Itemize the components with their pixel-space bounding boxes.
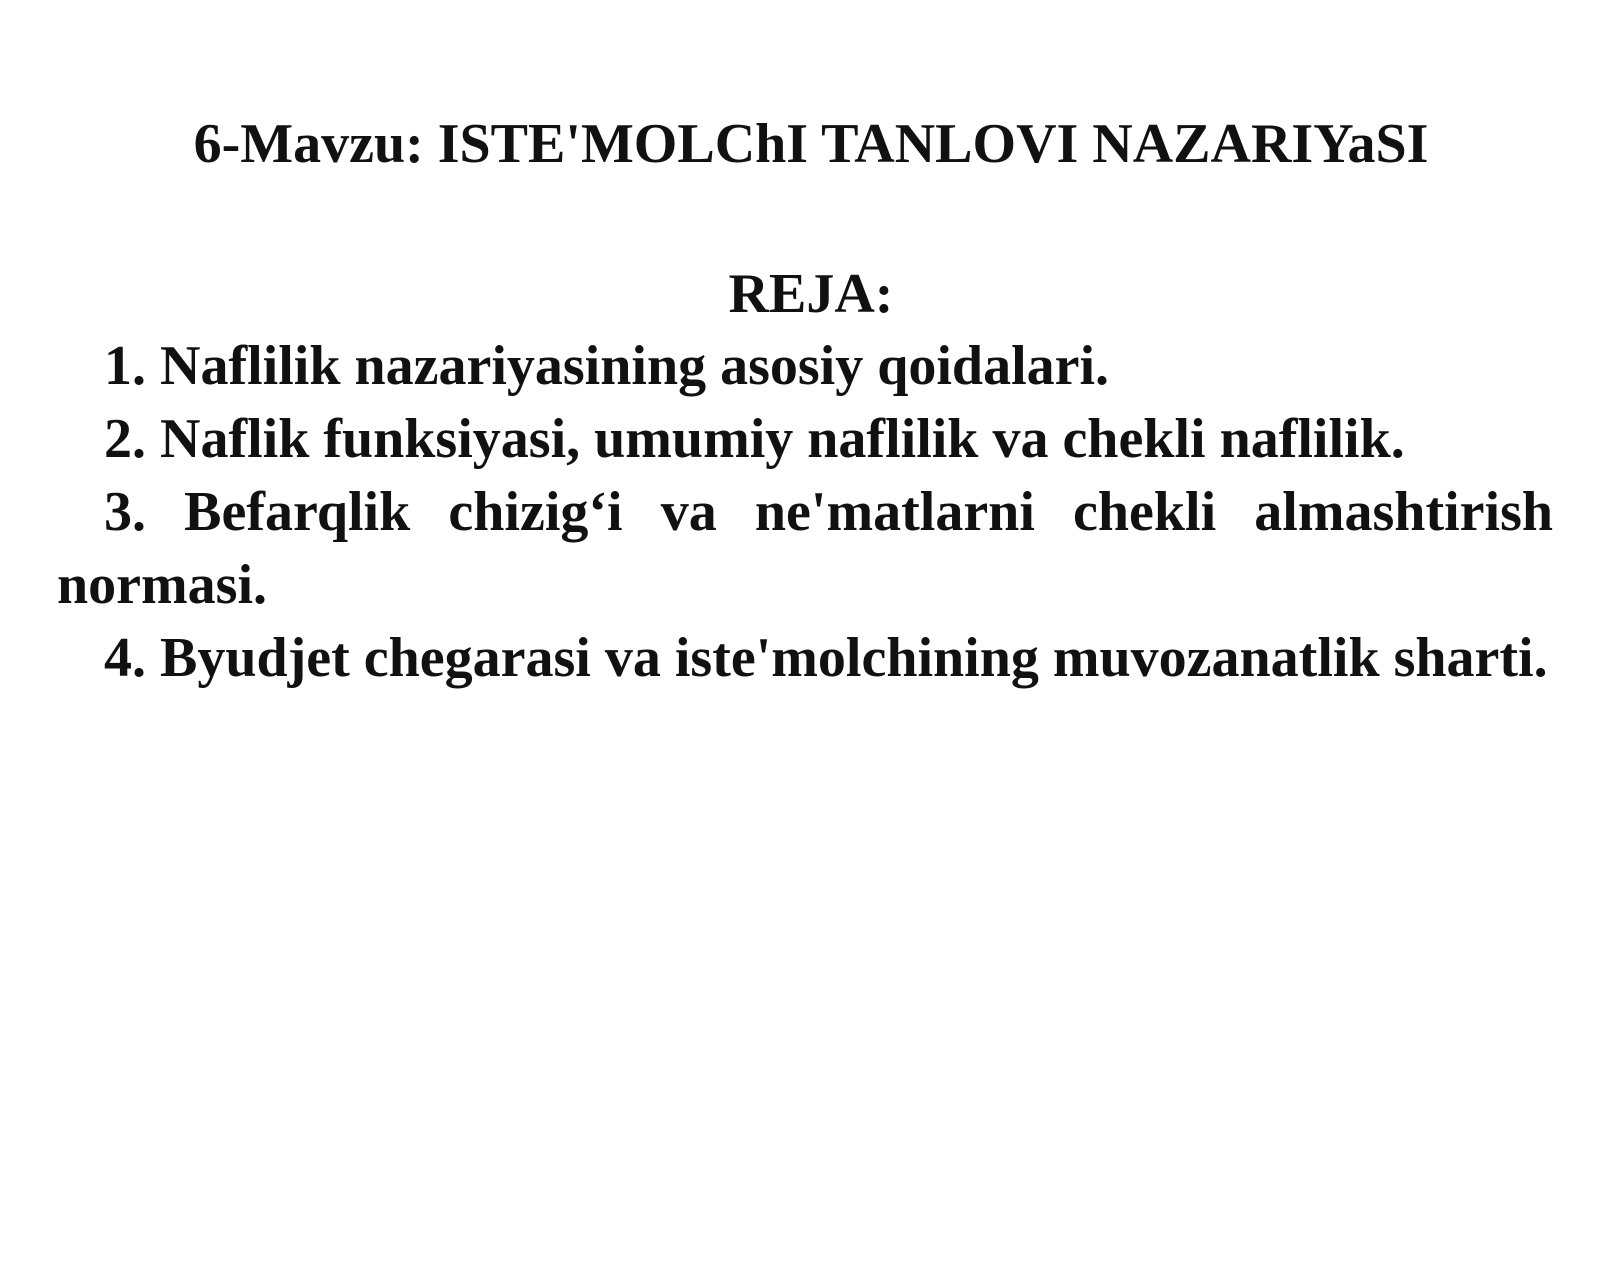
plan-heading: REJA:	[728, 263, 894, 325]
plan-item-2: 2. Naflik funksiyasi, umumiy naflilik va chekli naflilik.	[104, 408, 1405, 470]
plan-item-3: 3. Befarqlik chizig‘i va ne'matlarni chekli almashtirish normasi.	[57, 481, 1553, 616]
topic-title: 6-Mavzu: ISTE'MOLChI TANLOVI NAZARIYaSI	[193, 113, 1429, 175]
plan-item-1: 1. Naflilik nazariyasining asosiy qoidalari.	[104, 335, 1110, 397]
plan-list	[57, 330, 1553, 695]
plan-item-4: 4. Byudjet chegarasi va iste'molchining muvozanatlik sharti.	[104, 627, 1548, 689]
